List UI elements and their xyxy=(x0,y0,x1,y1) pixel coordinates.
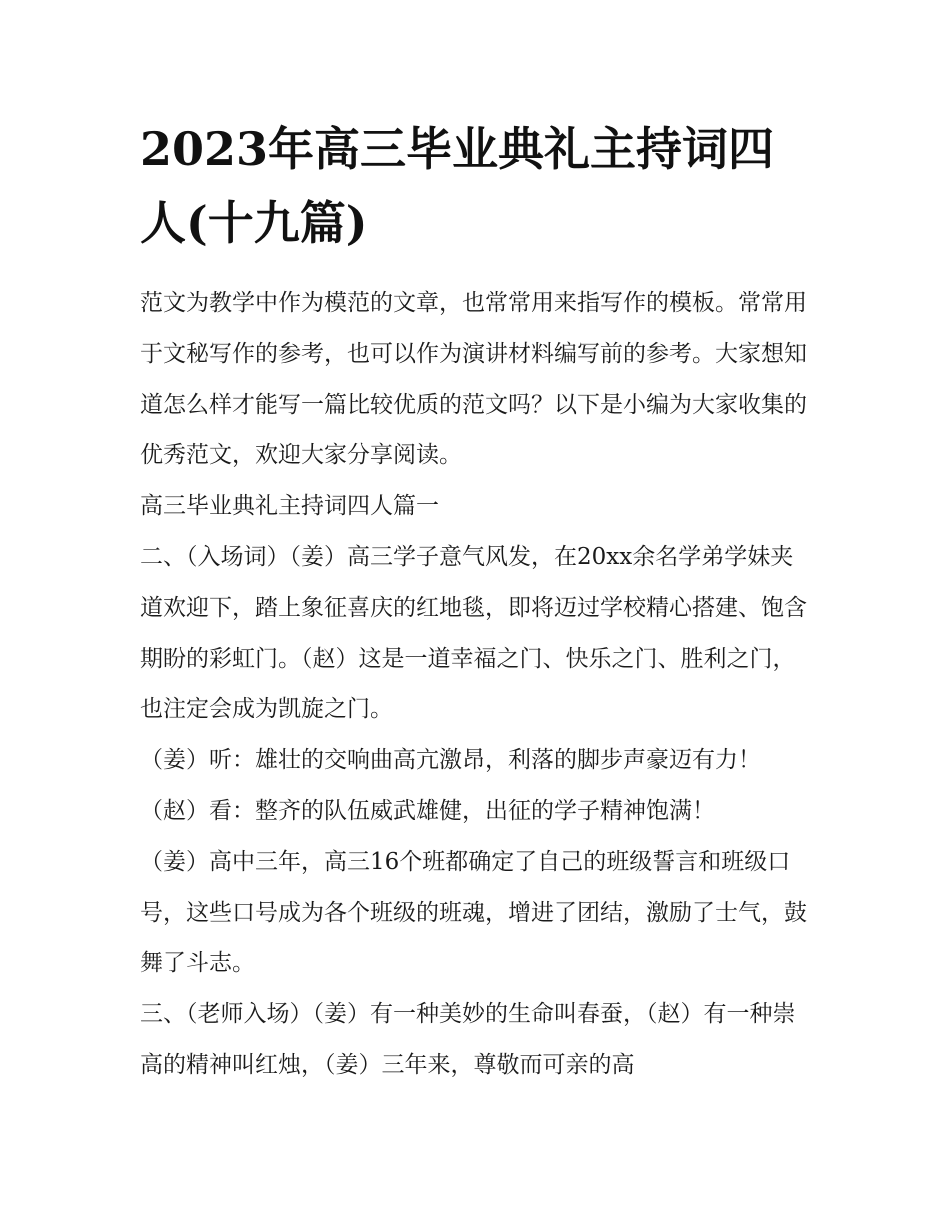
intro-paragraph: 范文为教学中作为模范的文章，也常常用来指写作的模板。常常用于文秘写作的参考，也可以作为演讲材料编写前的参考。大家想知道怎么样才能写一篇比较优质的范文吗？以下是小编为大家收集的优秀范文，欢迎大家分享阅读。 xyxy=(140,290,807,469)
document-title: 2023年高三毕业典礼主持词四人(十九篇) xyxy=(140,122,775,250)
body-paragraph: 三、（老师入场）（姜）有一种美妙的生命叫春蚕，（赵）有一种崇高的精神叫红烛，（姜）三年来，尊敬而可亲的高 xyxy=(140,1001,796,1078)
body-paragraph: （姜）听：雄壮的交响曲高亢激昂，利落的脚步声豪迈有力！ xyxy=(140,747,761,774)
body-paragraph: （赵）看：整齐的队伍威武雄健，出征的学子精神饱满！ xyxy=(140,797,715,824)
body-paragraph: （姜）高中三年，高三16个班都确定了自己的班级誓言和班级口号，这些口号成为各个班级的班魂，增进了团结，激励了士气，鼓舞了斗志。 xyxy=(140,848,807,977)
document-body xyxy=(140,278,812,1091)
body-paragraph: 二、（入场词）（姜）高三学子意气风发，在20xx余名学弟学妹夹道欢迎下，踏上象征喜庆的红地毯，即将迈过学校精心搭建、饱含期盼的彩虹门。（赵）这是一道幸福之门、快乐之门、胜利之门，也注定会成为凯旋之门。 xyxy=(140,543,807,723)
section-heading: 高三毕业典礼主持词四人篇一 xyxy=(140,493,439,520)
